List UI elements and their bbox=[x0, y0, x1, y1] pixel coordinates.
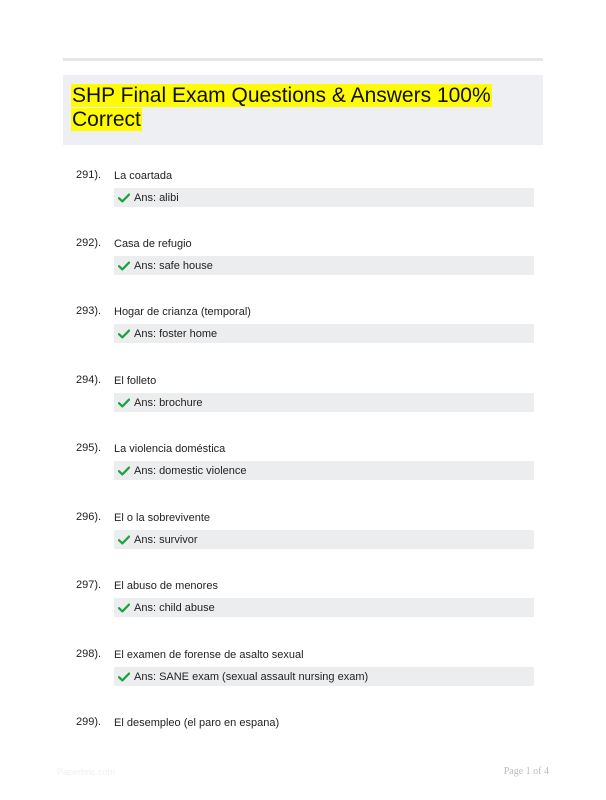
question-text: La violencia doméstica bbox=[114, 443, 226, 455]
check-icon bbox=[118, 672, 130, 682]
answer-box bbox=[114, 188, 534, 207]
question-number: 296). bbox=[76, 511, 102, 523]
answer-text: Ans: foster home bbox=[134, 327, 218, 340]
check-icon bbox=[118, 398, 130, 408]
answer-box bbox=[114, 667, 534, 686]
check-icon bbox=[118, 466, 130, 476]
question-text: El o la sobrevivente bbox=[114, 512, 210, 524]
qa-item bbox=[63, 304, 543, 364]
answer-text: Ans: survivor bbox=[134, 533, 198, 546]
answer-text: Ans: SANE exam (sexual assault nursing exam) bbox=[134, 670, 369, 683]
question-text: El folleto bbox=[114, 375, 157, 387]
question-number: 298). bbox=[76, 648, 102, 660]
answer-box bbox=[114, 461, 534, 480]
question-number: 297). bbox=[76, 579, 102, 591]
qa-item bbox=[63, 578, 543, 638]
qa-item bbox=[63, 510, 543, 570]
answer-box bbox=[114, 256, 534, 275]
question-text: Casa de refugio bbox=[114, 238, 192, 250]
question-number: 292). bbox=[76, 237, 102, 249]
qa-item bbox=[63, 373, 543, 433]
page-title bbox=[71, 84, 535, 132]
check-icon bbox=[118, 603, 130, 613]
answer-box bbox=[114, 530, 534, 549]
question-text: La coartada bbox=[114, 170, 173, 182]
answer-text: Ans: alibi bbox=[134, 191, 179, 204]
answer-text: Ans: child abuse bbox=[134, 601, 215, 614]
title-banner bbox=[63, 75, 543, 145]
check-icon bbox=[118, 261, 130, 271]
check-icon bbox=[118, 193, 130, 203]
question-text: El examen de forense de asalto sexual bbox=[114, 649, 304, 661]
footer-watermark: Paperbric.com bbox=[57, 767, 116, 777]
answer-box bbox=[114, 598, 534, 617]
check-icon bbox=[118, 535, 130, 545]
question-text: Hogar de crianza (temporal) bbox=[114, 306, 251, 318]
question-number: 291). bbox=[76, 169, 102, 181]
answer-text: Ans: brochure bbox=[134, 396, 203, 409]
question-text: El desempleo (el paro en espana) bbox=[114, 717, 280, 729]
answer-box bbox=[114, 324, 534, 343]
question-text: El abuso de menores bbox=[114, 580, 218, 592]
qa-item bbox=[63, 441, 543, 501]
check-icon bbox=[118, 329, 130, 339]
answer-text: Ans: safe house bbox=[134, 259, 213, 272]
answer-box bbox=[114, 393, 534, 412]
qa-item bbox=[63, 236, 543, 296]
qa-item bbox=[63, 647, 543, 707]
qa-item bbox=[63, 715, 543, 739]
page-number: Page 1 of 4 bbox=[503, 766, 549, 777]
question-number: 293). bbox=[76, 305, 102, 317]
page-title-highlight: SHP Final Exam Questions & Answers 100% Correct bbox=[72, 84, 491, 131]
question-number: 294). bbox=[76, 374, 102, 386]
question-number: 299). bbox=[76, 716, 102, 728]
top-divider bbox=[63, 58, 543, 61]
question-number: 295). bbox=[76, 442, 102, 454]
qa-item bbox=[63, 168, 543, 228]
answer-text: Ans: domestic violence bbox=[134, 464, 247, 477]
